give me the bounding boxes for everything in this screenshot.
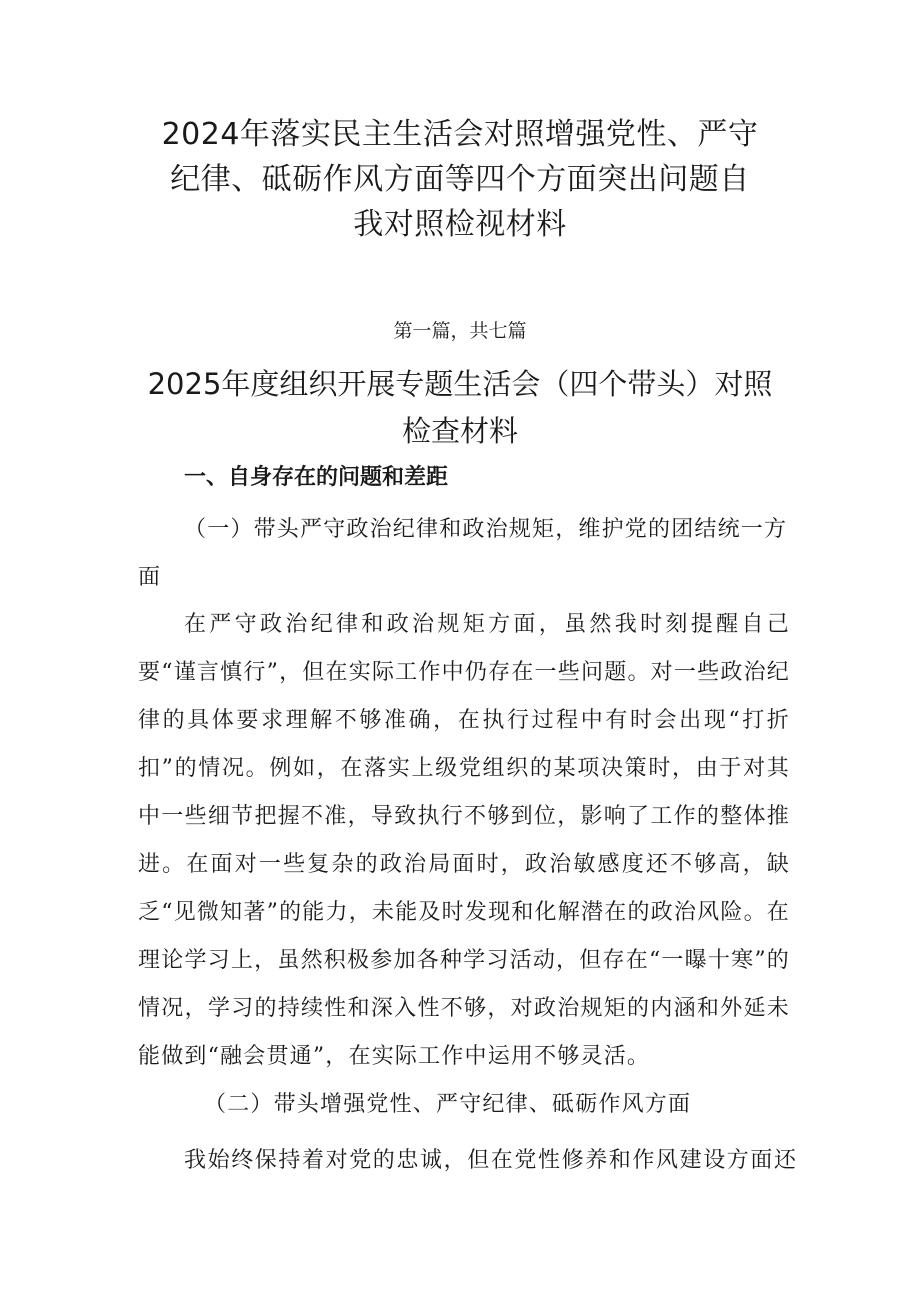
title-line-1: 2024年落实民主生活会对照增强党性、严守: [161, 117, 759, 152]
title-line-2: 纪律、砥砺作风方面等四个方面突出问题自: [170, 162, 750, 197]
part-label: 第一篇，共七篇: [393, 320, 527, 342]
subtitle-line-1: 2025年度组织开展专题生活会（四个带头）对照: [147, 367, 773, 401]
subtitle-line-2: 检查材料: [401, 414, 518, 448]
section-heading: 一、自身存在的问题和差距: [184, 465, 449, 490]
body-paragraph-1: 在严守政治纪律和政治规矩方面，虽然我时刻提醒自己要“谨言慎行”，但在实际工作中仍存在一些问题。对一些政治纪律的具体要求理解不够准确，在执行过程中有时会出现“打折扣”的情况。例如，在落实上级党组织的某项决策时，由于对其中一些细节把握不准，导致执行不够到位，影响了工作的整体推进。在面对一些复杂的政治局面时，政治敏感度还不够高，缺乏“见微知著”的能力，未能及时发现和化解潜在的政治风险。在理论学习上，虽然积极参加各种学习活动，但存在“一曝十寒”的情况，学习的持续性和深入性不够，对政治规矩的内涵和外延未能做到“融会贯通”，在实际工作中运用不够灵活。: [138, 612, 790, 1069]
title-line-3: 我对照检视材料: [353, 207, 567, 242]
body-paragraph-2: 我始终保持着对党的忠诚，但在党性修养和作风建设方面还: [184, 1148, 798, 1173]
subsection-heading-2: （二）带头增强党性、严守纪律、砥砺作风方面: [204, 1092, 692, 1117]
subtitle: [140, 361, 780, 455]
subsection-heading-1: （一）带头严守政治纪律和政治规矩，维护党的团结统一方面: [138, 517, 788, 590]
document-title: [150, 112, 770, 247]
